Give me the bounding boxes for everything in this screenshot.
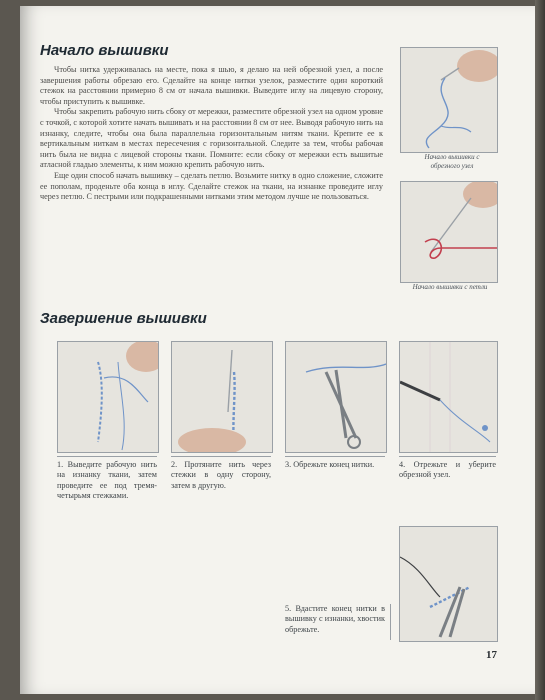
divider <box>390 604 391 640</box>
divider <box>399 456 496 457</box>
divider <box>57 456 157 457</box>
page-number: 17 <box>486 649 497 661</box>
caption-start-loop: Начало вышивки с петли <box>412 283 488 291</box>
section-title-finish: Завершение вышивки <box>40 310 207 327</box>
caption-start-knot: Начало вышивки с обрезного узел <box>424 153 480 170</box>
divider <box>171 456 271 457</box>
paragraph: Чтобы нитка удерживалась на месте, пока я шью, я делаю на ней обрезной узел, а после завершения работы обрезаю его. Сделайте на конце нитки узелок, разместите один короткий стежок на расстоянии примерно 8 см от начала вышивки. Выведите иглу на лицевую сторону, чтобы приступить к вышивке. <box>40 65 383 106</box>
step-4-text: 4. Отрежьте и уберите обрезной узел. <box>399 460 496 480</box>
section-title-start: Начало вышивки <box>40 42 169 59</box>
page-edge <box>535 0 545 700</box>
photo-step-4 <box>399 341 498 453</box>
photo-start-loop <box>400 181 498 283</box>
photo-step-2 <box>171 341 273 453</box>
step-3-text: 3. Обрежьте конец нитки. <box>285 460 375 469</box>
step-5-text: 5. Вдастите конец нитки в вышивку с изнанки, хвостик обрежьте. <box>285 604 385 634</box>
photo-step-3 <box>285 341 387 453</box>
divider <box>285 456 385 457</box>
intro-text <box>40 65 383 203</box>
step-2-text: 2. Протяните нить через стежки в одну сторону, затем в другую. <box>171 460 271 490</box>
paragraph: Еще один способ начать вышивку – сделать петлю. Возьмите нитку в одно сложение, сложите ее пополам, проденьте оба конца в иглу. Сделайте стежок на ткани, на изнанке проведите иглу через петлю. С пестрыми или подкрашенными нитками этим методом лучше не пользоваться. <box>40 170 383 202</box>
step-1-text: 1. Выведите рабочую нить на изнанку ткани, затем проведите ее под тремя-четырьмя стежками. <box>57 460 157 501</box>
paragraph: Чтобы закрепить рабочую нить сбоку от мережки, разместите обрезной узел на одном уровне с точкой, с которой хотите начать вышивать и на расстоянии 8 см от нее. Выводя рабочую нить на изнанку, следите, чтобы она была параллельна горизонтальным нитям ткани. Крепите ее к вертикальным ниткам в местах пересечения с горизонтальной. Следите за тем, чтобы рабочая нить была не видна с лицевой стороны ткани. Помните: если сбоку от мережки есть вышитые атласной гладью элементы, к ним можно крепить рабочую нить. <box>40 107 383 170</box>
photo-step-5 <box>399 526 498 642</box>
photo-start-knot <box>400 47 498 153</box>
photo-step-1 <box>57 341 159 453</box>
